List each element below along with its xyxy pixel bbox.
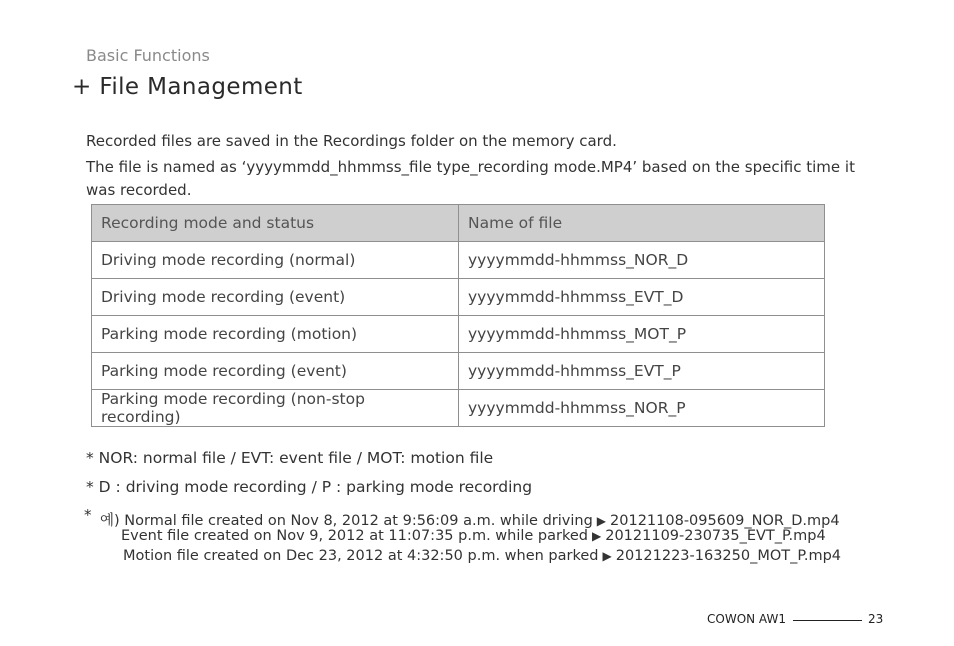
example-filename: 20121109-230735_EVT_P.mp4	[605, 528, 826, 544]
example-line	[100, 509, 840, 530]
arrow-right-icon: ▶	[591, 529, 602, 543]
note-modes: * D : driving mode recording / P : parking mode recording	[86, 478, 533, 496]
filename-cell: yyyymmdd-hhmmss_NOR_D	[459, 242, 825, 279]
example-filename: 20121108-095609_NOR_D.mp4	[610, 513, 840, 529]
mode-cell: Driving mode recording (event)	[92, 279, 459, 316]
mode-cell: Parking mode recording (event)	[92, 353, 459, 390]
footer-divider	[793, 620, 862, 621]
example-filename: 20121223-163250_MOT_P.mp4	[615, 548, 842, 564]
example-line	[121, 528, 826, 544]
filename-cell: yyyymmdd-hhmmss_EVT_D	[459, 279, 825, 316]
filename-cell: yyyymmdd-hhmmss_NOR_P	[459, 390, 825, 427]
table-row	[92, 242, 825, 279]
example-description: Event file created on Nov 9, 2012 at 11:07:35 p.m. while parked	[121, 528, 588, 544]
example-asterisk: *	[84, 506, 92, 524]
table-row	[92, 353, 825, 390]
mode-cell: Parking mode recording (non-stop recording)	[92, 390, 459, 427]
footer-brand: COWON AW1	[707, 612, 786, 626]
arrow-right-icon: ▶	[596, 514, 607, 528]
table-header-row	[92, 205, 825, 242]
page-title: + File Management	[72, 74, 303, 100]
table-row	[92, 390, 825, 427]
filename-cell: yyyymmdd-hhmmss_EVT_P	[459, 353, 825, 390]
mode-cell: Parking mode recording (motion)	[92, 316, 459, 353]
mode-cell: Driving mode recording (normal)	[92, 242, 459, 279]
table-row	[92, 279, 825, 316]
column-header-filename: Name of file	[459, 205, 825, 242]
example-line	[123, 548, 841, 564]
page-number: 23	[868, 612, 884, 626]
filename-cell: yyyymmdd-hhmmss_MOT_P	[459, 316, 825, 353]
file-naming-table	[91, 204, 825, 427]
intro-text-1: Recorded files are saved in the Recordings folder on the memory card.	[86, 132, 617, 150]
intro-text-2: The file is named as ‘yyyymmdd_hhmmss_file type_recording mode.MP4’ based on the specific time it was recorded.	[86, 158, 855, 199]
note-abbreviations: * NOR: normal file / EVT: event file / MOT: motion file	[86, 449, 494, 467]
section-label: Basic Functions	[86, 46, 210, 65]
table-row	[92, 316, 825, 353]
arrow-right-icon: ▶	[602, 549, 612, 563]
example-description: Motion file created on Dec 23, 2012 at 4:32:50 p.m. when parked	[123, 548, 599, 564]
column-header-mode: Recording mode and status	[92, 205, 459, 242]
example-description: 예) Normal file created on Nov 8, 2012 at 9:56:09 a.m. while driving	[100, 513, 593, 529]
